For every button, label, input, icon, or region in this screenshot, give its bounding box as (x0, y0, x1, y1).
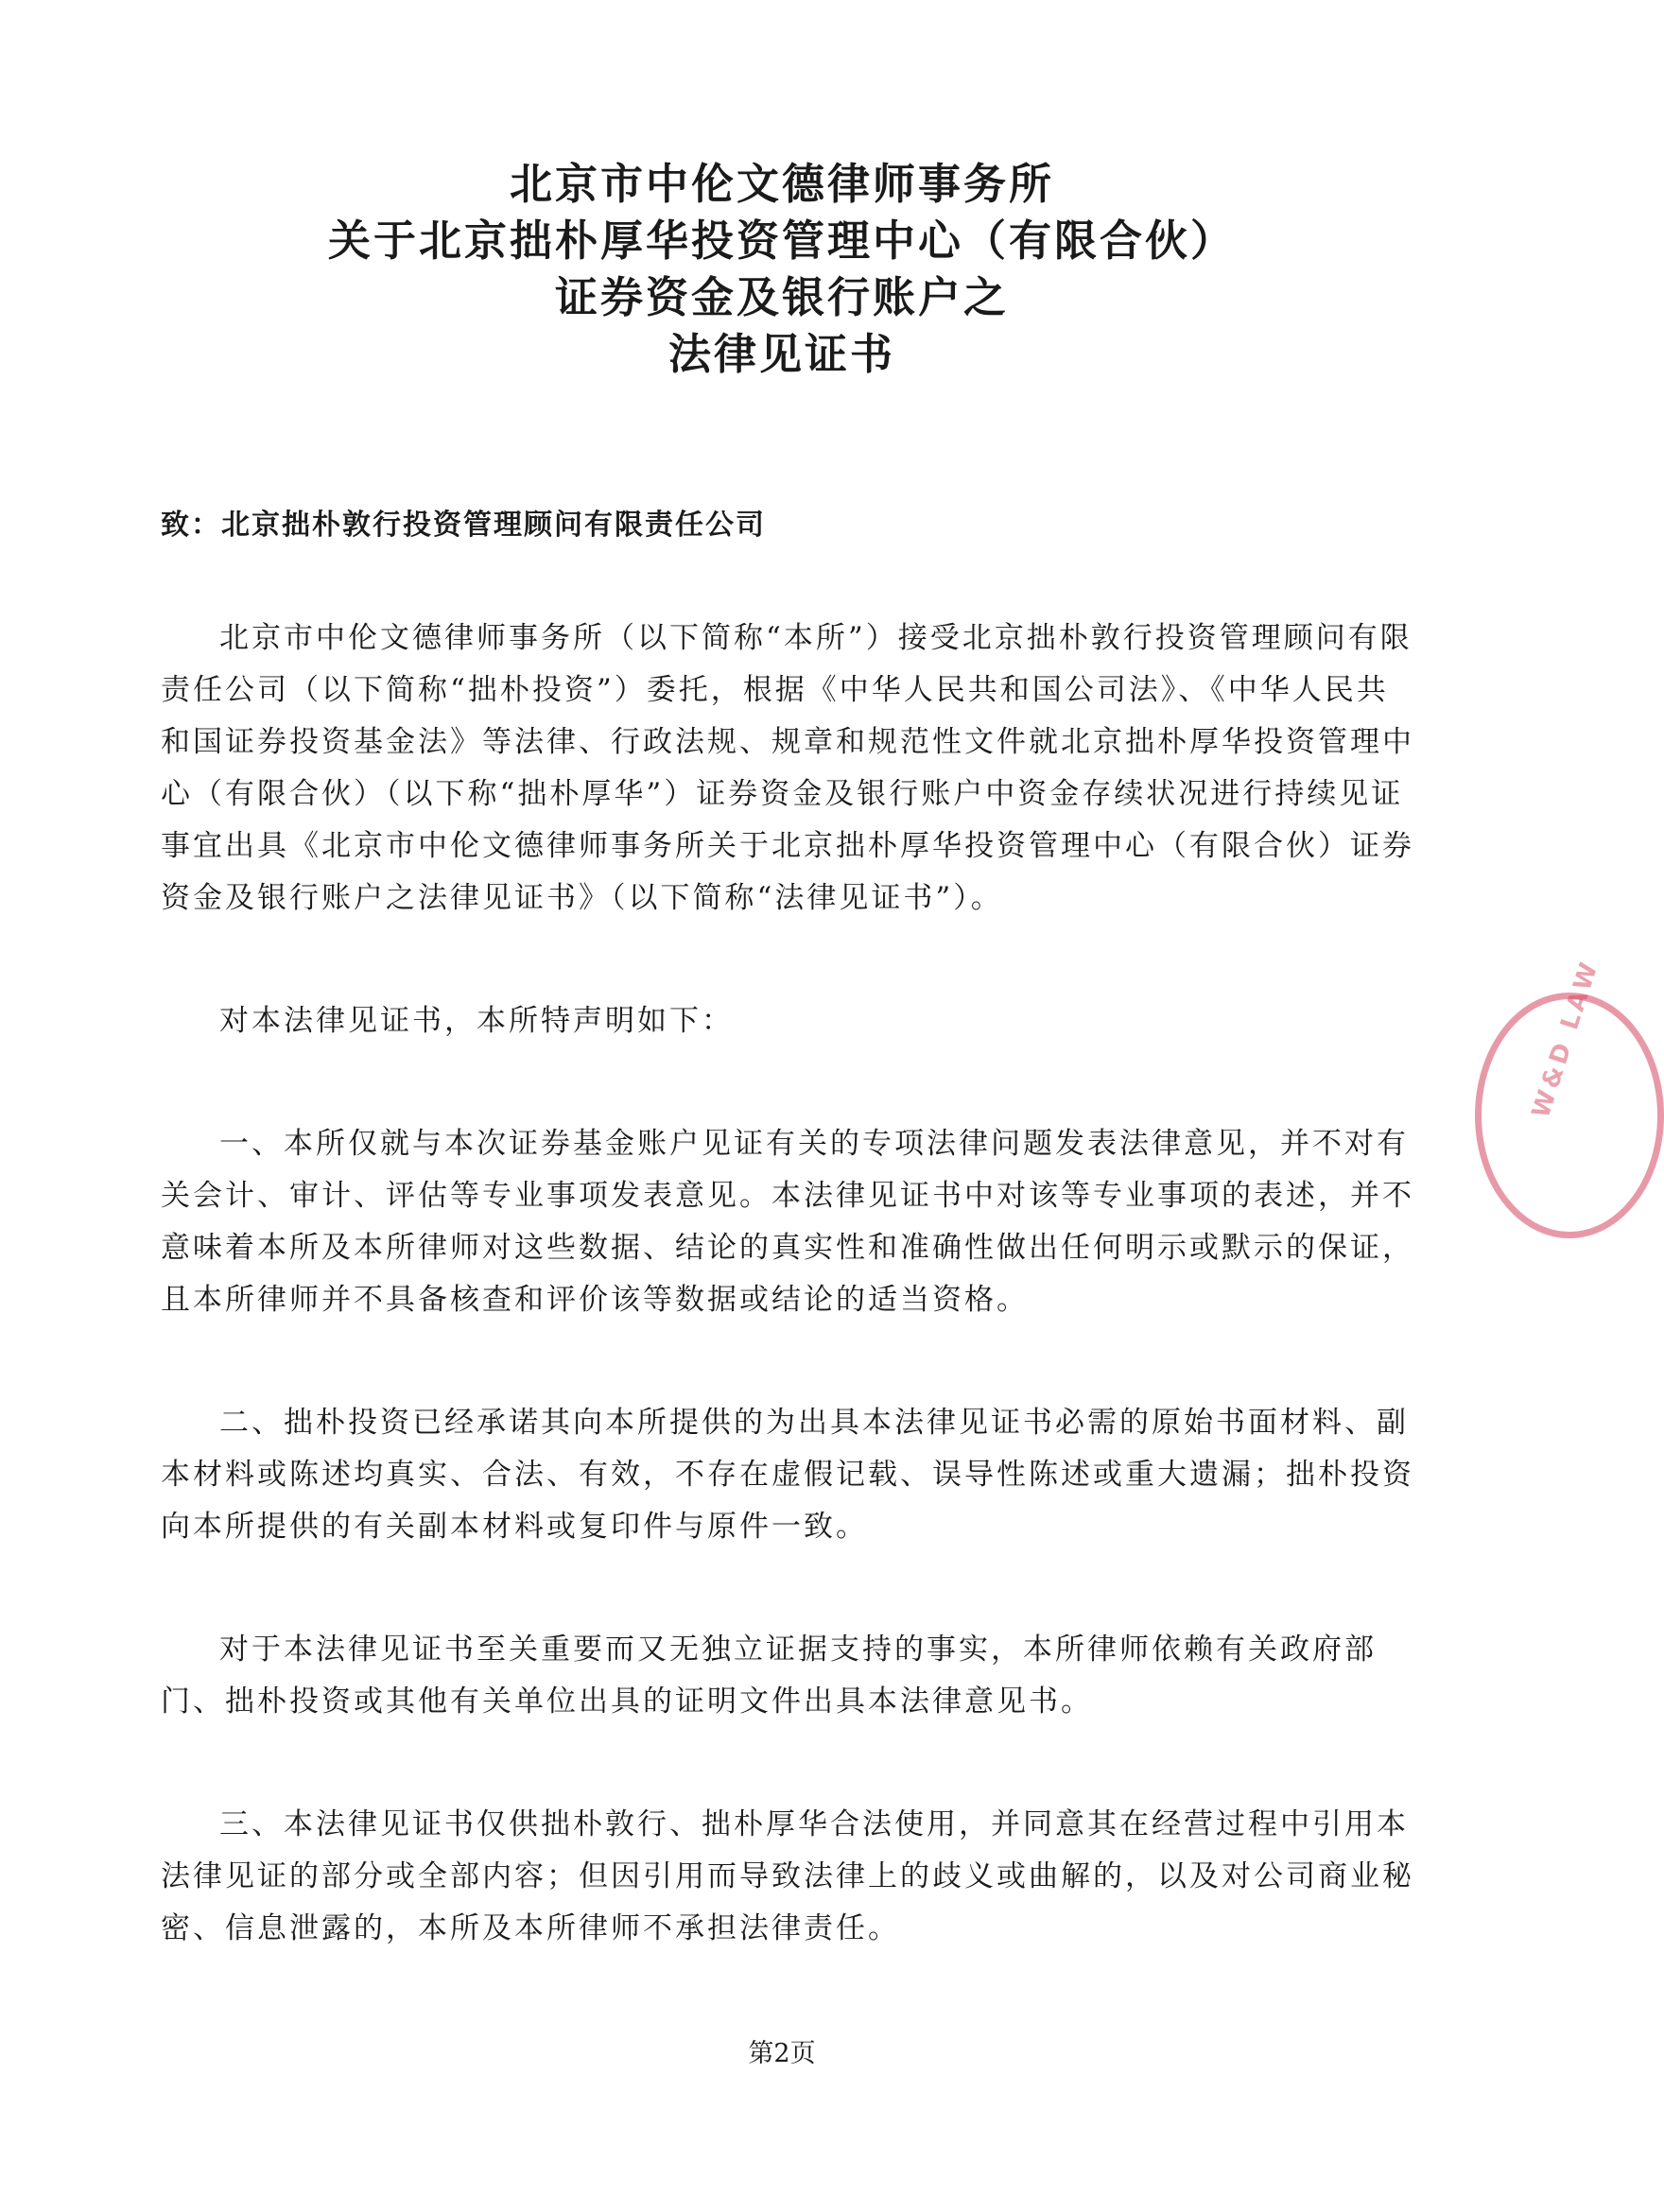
paragraph-intro: 北京市中伦文德律师事务所（以下简称“本所”）接受北京拙朴敦行投资管理顾问有限责任公司（以下简称“拙朴投资”）委托，根据《中华人民共和国公司法》、《中华人民共和国证券投资基金法》等法律、行政法规、规章和规范性文件就北京拙朴厚华投资管理中心（有限合伙）（以下称“拙朴厚华”）证券资金及银行账户中资金存续状况进行持续见证事宜出具《北京市中伦文德律师事务所关于北京拙朴厚华投资管理中心（有限合伙）证券资金及银行账户之法律见证书》（以下简称“法律见证书”）。 (161, 621, 1414, 915)
title-line-subject: 关于北京拙朴厚华投资管理中心（有限合伙） (327, 216, 1236, 266)
paragraph-reliance: 对于本法律见证书至关重要而又无独立证据支持的事实，本所律师依赖有关政府部门、拙朴投资或其他有关单位出具的证明文件出具本法律意见书。 (161, 1633, 1377, 1719)
paragraph-clause-1: 一、本所仅就与本次证券基金账户见证有关的专项法律问题发表法律意见，并不对有关会计、审计、评估等专业事项发表意见。本法律见证书中对该等专业事项的表述，并不意味着本所及本所律师对这些数据、结论的真实性和准确性做出任何明示或默示的保证，且本所律师并不具备核查和评价该等数据或结论的适当资格。 (161, 1127, 1414, 1317)
paragraph-clause-2: 二、拙朴投资已经承诺其向本所提供的为出具本法律见证书必需的原始书面材料、副本材料或陈述均真实、合法、有效，不存在虚假记载、误导性陈述或重大遗漏；拙朴投资向本所提供的有关副本材料或复印件与原件一致。 (161, 1406, 1414, 1544)
document-title (0, 156, 1564, 383)
seal-text: W&D LAW (1527, 956, 1605, 1122)
title-line-doc-type: 法律见证书 (667, 329, 895, 379)
title-line-scope: 证券资金及银行账户之 (554, 272, 1009, 322)
document-body (161, 613, 1418, 1955)
law-firm-seal (1475, 956, 1664, 1238)
page-number: 第2页 (748, 2039, 816, 2068)
addressee: 致：北京拙朴敦行投资管理顾问有限责任公司 (161, 509, 766, 542)
paragraph-declaration-lead: 对本法律见证书，本所特声明如下： (219, 1004, 734, 1038)
paragraph-clause-3: 三、本法律见证书仅供拙朴敦行、拙朴厚华合法使用，并同意其在经营过程中引用本法律见证的部分或全部内容；但因引用而导致法律上的歧义或曲解的，以及对公司商业秘密、信息泄露的，本所及本所律师不承担法律责任。 (161, 1807, 1414, 1945)
title-line-firm: 北京市中伦文德律师事务所 (509, 159, 1054, 209)
